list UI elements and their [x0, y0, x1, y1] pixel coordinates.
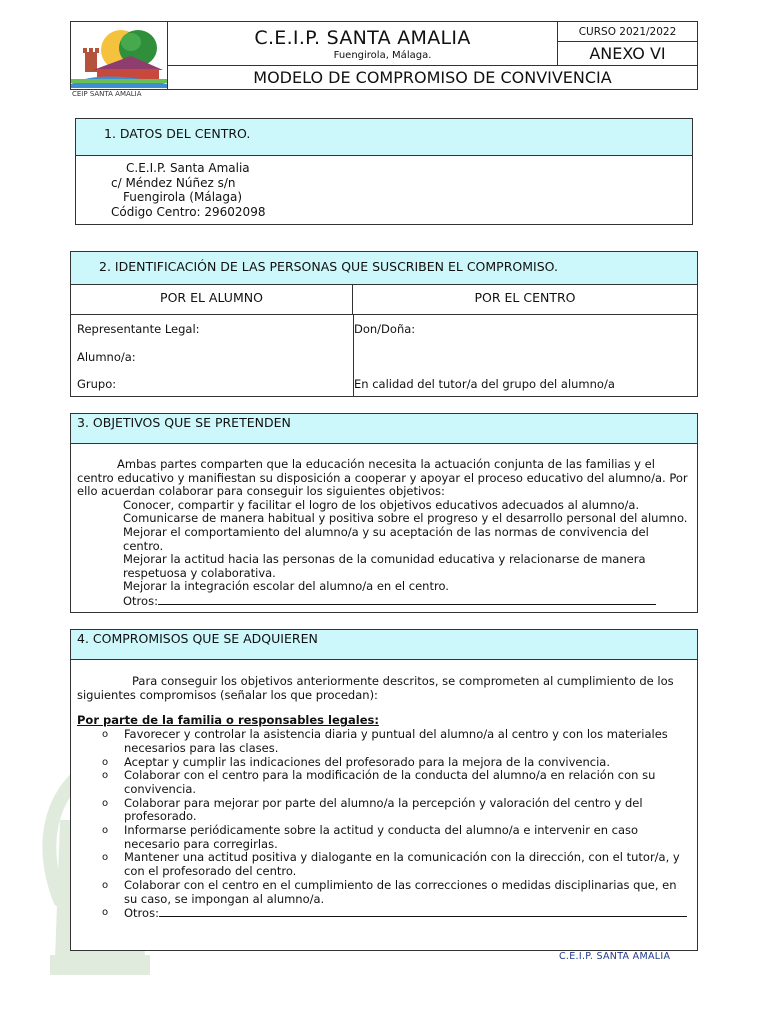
commitments-intro: Para conseguir los objetivos anteriormente descritos, se comprometen al cumplimiento de los siguientes compromisos (señalar los que procedan):	[77, 674, 674, 702]
school-address	[76, 161, 265, 219]
commitment-others-line[interactable]	[159, 906, 687, 917]
commitments-body	[77, 675, 689, 921]
commitment-item	[77, 756, 689, 770]
address-line: Código Centro: 29602098	[111, 204, 266, 219]
commitment-item	[77, 824, 689, 851]
commitment-text: Informarse periódicamente sobre la actitud y conducta del alumno/a e intervenir en caso necesario para corregirlas.	[124, 823, 639, 851]
objectives-others-line[interactable]	[158, 594, 656, 605]
annex-label: ANEXO VI	[558, 42, 697, 66]
objective-item: Mejorar la integración escolar del alumno/a en el centro.	[123, 579, 449, 594]
family-heading: Por parte de la familia o responsables legales:	[77, 713, 379, 728]
tutor-field[interactable]: En calidad del tutor/a del grupo del alumno/a	[354, 377, 615, 391]
commitment-item	[77, 728, 689, 755]
section-commitments	[70, 629, 698, 951]
objectives-others-row	[77, 594, 691, 609]
legal-rep-field[interactable]: Representante Legal:	[77, 322, 200, 336]
objectives-others-label: Otros:	[123, 593, 158, 608]
group-field[interactable]: Grupo:	[77, 377, 117, 391]
address-line: Fuengirola (Málaga)	[123, 190, 243, 204]
bullet-icon: o	[102, 852, 109, 864]
school-location: Fuengirola, Málaga.	[333, 50, 432, 61]
bullet-icon: o	[102, 907, 109, 919]
school-name-cell	[168, 22, 558, 66]
bullet-icon: o	[102, 879, 109, 891]
objective-item: Comunicarse de manera habitual y positiva sobre el progreso y el desarrollo personal del alumno.	[123, 511, 688, 526]
school-name: C.E.I.P. SANTA AMALIA	[254, 27, 471, 49]
section-1-title: 1. DATOS DEL CENTRO.	[76, 119, 692, 156]
school-logo	[71, 22, 168, 89]
commitment-text: Mantener una actitud positiva y dialogante en la comunicación con la dirección, con el tutor/a, y con el profesorado del centro.	[124, 850, 680, 879]
section-objectives	[70, 413, 698, 613]
bullet-icon: o	[102, 797, 109, 809]
commitment-text: Colaborar con el centro en el cumplimiento de las correcciones o medidas disciplinarias que, en su caso, se impongan al alumno/a.	[124, 877, 677, 906]
commitment-item	[77, 797, 689, 824]
section-school-data	[75, 118, 693, 225]
commitment-item	[77, 769, 689, 796]
commitment-others-label: Otros:	[124, 906, 159, 921]
objectives-intro: Ambas partes comparten que la educación necesita la actuación conjunta de las familias y el centro educativo y manifiestan su disposición a cooperar y apoyar el proceso educativo del alumno/a. Por ello acuerdan colaborar para conseguir los siguientes objetivos:	[77, 457, 688, 499]
section-3-title: 3. OBJETIVOS QUE SE PRETENDEN	[71, 414, 697, 444]
col-header-center: POR EL CENTRO	[474, 290, 576, 305]
course-label: CURSO 2021/2022	[558, 22, 697, 42]
address-line: c/ Méndez Núñez s/n	[111, 175, 236, 190]
footer-school-name: C.E.I.P. SANTA AMALIA	[559, 951, 671, 962]
school-logo-icon	[71, 22, 167, 88]
commitment-text: Colaborar con el centro para la modificación de la conducta del alumno/a en relación con su convivencia.	[124, 768, 656, 796]
bullet-icon: o	[102, 770, 109, 782]
document-header	[70, 21, 698, 90]
address-line: C.E.I.P. Santa Amalia	[126, 161, 250, 175]
identification-column-headers	[71, 285, 697, 315]
commitment-text: Colaborar para mejorar por parte del alumno/a la percepción y valoración del centro y del profesorado.	[124, 795, 643, 824]
logo-caption: CEIP SANTA AMALIA	[72, 90, 142, 98]
student-field[interactable]: Alumno/a:	[77, 350, 136, 364]
commitment-text: Aceptar y cumplir las indicaciones del profesorado para la mejora de la convivencia.	[124, 754, 610, 769]
section-2-title: 2. IDENTIFICACIÓN DE LAS PERSONAS QUE SUSCRIBEN EL COMPROMISO.	[71, 252, 697, 285]
bullet-icon: o	[102, 756, 109, 768]
objectives-body	[77, 458, 691, 609]
commitment-others-item	[77, 906, 689, 921]
objective-item: Mejorar el comportamiento del alumno/a y su aceptación de las normas de convivencia del centro.	[123, 524, 649, 553]
commitment-item	[77, 879, 689, 906]
commitment-text: Favorecer y controlar la asistencia diaria y puntual del alumno/a al centro y con los materiales necesarios para las clases.	[124, 727, 668, 755]
bullet-icon: o	[102, 825, 109, 837]
commitment-item	[77, 851, 689, 878]
objective-item: Mejorar la actitud hacia las personas de la comunidad educativa y relacionarse de manera respetuosa y colaborativa.	[123, 552, 646, 580]
section-4-title: 4. COMPROMISOS QUE SE ADQUIEREN	[71, 630, 697, 660]
section-identification	[70, 251, 698, 397]
bullet-icon: o	[102, 729, 109, 741]
objective-item: Conocer, compartir y facilitar el logro de los objetivos educativos adecuados al alumno/a.	[123, 497, 640, 512]
don-dona-field[interactable]: Don/Doña:	[354, 322, 416, 336]
col-header-student: POR EL ALUMNO	[71, 285, 353, 314]
document-title: MODELO DE COMPROMISO DE CONVIVENCIA	[253, 68, 612, 87]
commitments-list	[77, 728, 689, 921]
